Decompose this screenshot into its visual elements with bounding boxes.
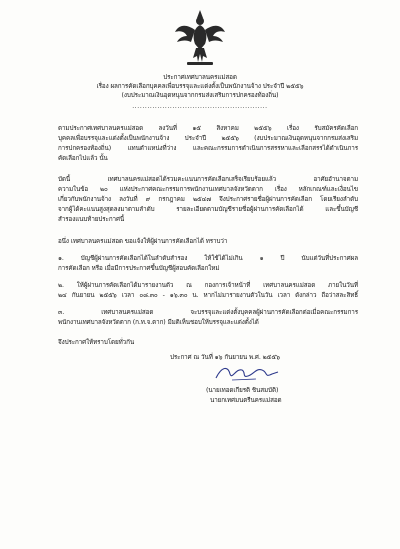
separator-dots: ...................................................... <box>132 103 268 110</box>
paragraph-2-line: จากผู้ได้คะแนนสูงสุดลงมาตามลำดับ รายละเอียดตามบัญชีรายชื่อผู้ผ่านการคัดเลือกได้ และขึ้นบัญชี <box>58 206 358 213</box>
date-line: ประกาศ ณ วันที่ ๑๖ กันยายน พ.ศ. ๒๕๕๖ <box>170 354 280 361</box>
item-2-line: ๒๔ กันยายน ๒๕๕๖ เวลา ๐๘.๓๐ - ๑๖.๓๐ น. หากไม่มารายงานตัวในวัน เวลา ดังกล่าว ถือว่าสละสิทธิ์ <box>58 292 358 299</box>
paragraph-2-line: ความในข้อ ๒๐ แห่งประกาศคณะกรรมการพนักงานเทศบาลจังหวัดตาก เรื่อง หลักเกณฑ์และเงื่อนไข <box>58 186 358 193</box>
paragraph-2-line: บัดนี้ เทศบาลนครแม่สอดได้รวมคะแนนการคัดเลือกเสร็จเรียบร้อยแล้ว อาศัยอำนาจตาม <box>58 176 358 183</box>
subject-line: เรื่อง ผลการคัดเลือกบุคคลเพื่อบรรจุและแต่งตั้งเป็นพนักงานจ้าง ประจำปี ๒๕๕๖ <box>96 83 304 90</box>
item-1-line: การคัดเลือก หรือ เมื่อมีการประกาศขึ้นบัญชีผู้สอบคัดเลือกใหม่ <box>58 265 220 272</box>
garuda-emblem-icon <box>173 6 227 68</box>
paragraph-2-line: สำรองแนบท้ายประกาศนี้ <box>58 216 125 223</box>
item-1-line: ๑. บัญชีผู้ผ่านการคัดเลือกได้ในลำดับสำรอง ให้ใช้ได้ไม่เกิน ๑ ปี นับแต่วันที่ประกาศผล <box>58 255 358 262</box>
item-3-line: ๓. เทศบาลนครแม่สอด จะบรรจุและแต่งตั้งบุคคลผู้ผ่านการคัดเลือกต่อเมื่อคณะกรรมการ <box>58 309 358 316</box>
closing-line: จึงประกาศให้ทราบโดยทั่วกัน <box>58 339 135 346</box>
paragraph-1-line: การปกครองท้องถิ่น) แทนตำแหน่งที่ว่าง และคณะกรรมการดำเนินการสรรหาและเลือกสรรได้ดำเนินการ <box>58 145 358 152</box>
paragraph-1-line: บุคคลเพื่อบรรจุและแต่งตั้งเป็นพนักงานจ้าง ประจำปี ๒๕๕๖ (งบประมาณเงินอุดหนุนจากกรมส่งเสริม <box>58 135 358 142</box>
item-3-line: พนักงานเทศบาลจังหวัดตาก (ก.ท.จ.ตาก) มีมติเห็นชอบให้บรรจุและแต่งตั้งได้ <box>58 319 259 326</box>
paragraph-3-intro: อนึ่ง เทศบาลนครแม่สอด ขอแจ้งให้ผู้ผ่านการคัดเลือกได้ ทราบว่า <box>58 238 228 245</box>
paragraph-2-line: เกี่ยวกับพนักงานจ้าง ลงวันที่ ๙ กรกฎาคม ๒๕๔๗ จึงประกาศรายชื่อผู้ผ่านการคัดเลือก โดยเรียงลำดับ <box>58 196 358 203</box>
handwritten-signature <box>212 362 282 384</box>
funding-note: (งบประมาณเงินอุดหนุนจากกรมส่งเสริมการปกครองท้องถิ่น) <box>121 92 279 99</box>
signatory-name: (นายเทอดเกียรติ ชินสมบัติ) <box>206 387 279 394</box>
agency-heading: ประกาศเทศบาลนครแม่สอด <box>163 74 237 81</box>
item-2-line: ๒. ให้ผู้ผ่านการคัดเลือกได้มารายงานตัว ณ กองการเจ้าหน้าที่ เทศบาลนครแม่สอด ภายในวันที่ <box>58 282 358 289</box>
paragraph-1-line: คัดเลือกไปแล้ว นั้น <box>58 155 108 162</box>
paragraph-1-line: ตามประกาศเทศบาลนครแม่สอด ลงวันที่ ๑๕ สิงหาคม ๒๕๕๖ เรื่อง รับสมัครคัดเลือก <box>58 125 358 132</box>
signatory-title: นายกเทศมนตรีนครแม่สอด <box>210 397 282 404</box>
